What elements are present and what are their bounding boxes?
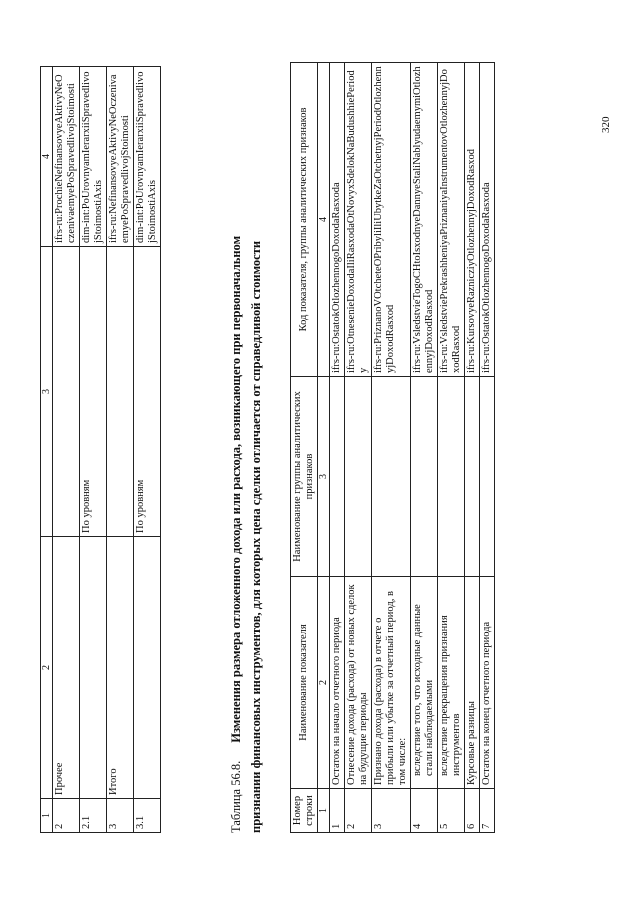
row-number: 2 — [345, 789, 372, 833]
indicator-name: Курсовые разницы — [465, 577, 480, 789]
main-table-number-row — [318, 63, 330, 833]
indicator-code: ifrs-ru:VsledstviePrekrashheniyaPriznaniyaInstrumentovOtlozhennyjDoxodRasxod — [438, 63, 465, 377]
row-number: 3 — [372, 789, 411, 833]
main-table — [290, 62, 495, 833]
indicator-name — [80, 537, 107, 799]
group-name — [330, 377, 345, 577]
header-indicator-name: Наименование показателя — [291, 577, 318, 789]
group-name — [438, 377, 465, 577]
indicator-name: Остаток на конец отчетного периода — [480, 577, 495, 789]
row-number: 2 — [53, 799, 80, 833]
col-number: 1 — [318, 789, 330, 833]
indicator-code: ifrs-ru:ProchieNefinansovyeAktivyNeOczenivaemyePoSpravedlivojStoimosti — [53, 67, 80, 247]
indicator-code: ifrs-ru:PriznanoVOtcheteOPribyliIliUbytkeZaOtchetnyjPeriodOtlozhennyjDoxodRasxod — [372, 63, 411, 377]
indicator-name: Остаток на начало отчетного периода — [330, 577, 345, 789]
indicator-code: ifrs-ru:OstatokOtlozhennogoDoxodaRasxoda — [330, 63, 345, 377]
group-name: По уровням — [134, 247, 161, 537]
indicator-code: ifrs-ru:NefinansovyeAktivyNeOczenivaemyePoSpravedlivojStoimosti — [107, 67, 134, 247]
indicator-code: dim-int:PoUrovnyamIerarxiiSpravedlivojStoimostiAxis — [134, 67, 161, 247]
col-number: 2 — [318, 577, 330, 789]
header-row-number: Номер строки — [291, 789, 318, 833]
table-row — [134, 67, 161, 833]
table-row — [345, 63, 372, 833]
indicator-code: ifrs-ru:OtnesenieDoxodaIliRasxodaOtNovyxSdelokNaBudushhiePeriody — [345, 63, 372, 377]
group-name — [107, 247, 134, 537]
group-name — [411, 377, 438, 577]
indicator-name — [134, 537, 161, 799]
indicator-name: Итого — [107, 537, 134, 799]
indicator-name: Признано дохода (расхода) в отчете о прибыли или убытке за отчетный период, в том числе: — [372, 577, 411, 789]
row-number: 4 — [411, 789, 438, 833]
row-number: 6 — [465, 789, 480, 833]
row-number: 3 — [107, 799, 134, 833]
main-table-header-row — [291, 63, 318, 833]
col-number: 3 — [41, 247, 53, 537]
col-number: 2 — [41, 537, 53, 799]
table-row — [80, 67, 107, 833]
col-number: 4 — [41, 67, 53, 247]
row-number: 2.1 — [80, 799, 107, 833]
indicator-name: Отнесение дохода (расхода) от новых сделок на будущие периоды — [345, 577, 372, 789]
indicator-code: ifrs-ru:KursovyeRaznicziyOtlozhennyjDoxodRasxod — [465, 63, 480, 377]
table-row — [107, 67, 134, 833]
header-code: Код показателя, группы аналитических признаков — [291, 63, 318, 377]
top-table — [40, 66, 161, 833]
table-caption-text: Изменения размера отложенного дохода или расхода, возникающего при первоначальном признании финансовых инструментов, для которых цена сделки отличается от справедливой стоимости — [229, 235, 263, 833]
header-group-name: Наименование группы аналитических признаков — [291, 377, 318, 577]
table-row — [411, 63, 438, 833]
group-name: По уровням — [80, 247, 107, 537]
table-row — [53, 67, 80, 833]
row-number: 1 — [330, 789, 345, 833]
group-name — [53, 247, 80, 537]
group-name — [480, 377, 495, 577]
table-caption-label: Таблица 56.8. — [229, 760, 243, 833]
table-row — [438, 63, 465, 833]
table-row — [372, 63, 411, 833]
row-number: 5 — [438, 789, 465, 833]
group-name — [345, 377, 372, 577]
indicator-name: Прочее — [53, 537, 80, 799]
group-name — [372, 377, 411, 577]
table-row — [330, 63, 345, 833]
indicator-code: ifrs-ru:OstatokOtlozhennogoDoxodaRasxoda — [480, 63, 495, 377]
indicator-code: dim-int:PoUrovnyamIerarxiiSpravedlivojStoimostiAxis — [80, 67, 107, 247]
table-row — [465, 63, 480, 833]
group-name — [465, 377, 480, 577]
table-row — [480, 63, 495, 833]
table-caption — [226, 193, 266, 833]
col-number: 3 — [318, 377, 330, 577]
row-number: 7 — [480, 789, 495, 833]
indicator-name: вследствие того, что исходные данные стали наблюдаемыми — [411, 577, 438, 789]
page-number: 320 — [600, 116, 612, 133]
indicator-name: вследствие прекращения признания инструментов — [438, 577, 465, 789]
col-number: 1 — [41, 799, 53, 833]
top-table-number-row — [41, 67, 53, 833]
col-number: 4 — [318, 63, 330, 377]
row-number: 3.1 — [134, 799, 161, 833]
indicator-code: ifrs-ru:VsledstvieTogoCHtoIsxodnyeDannyeStaliNablyudaemymiOtlozhennyjDoxodRasxod — [411, 63, 438, 377]
